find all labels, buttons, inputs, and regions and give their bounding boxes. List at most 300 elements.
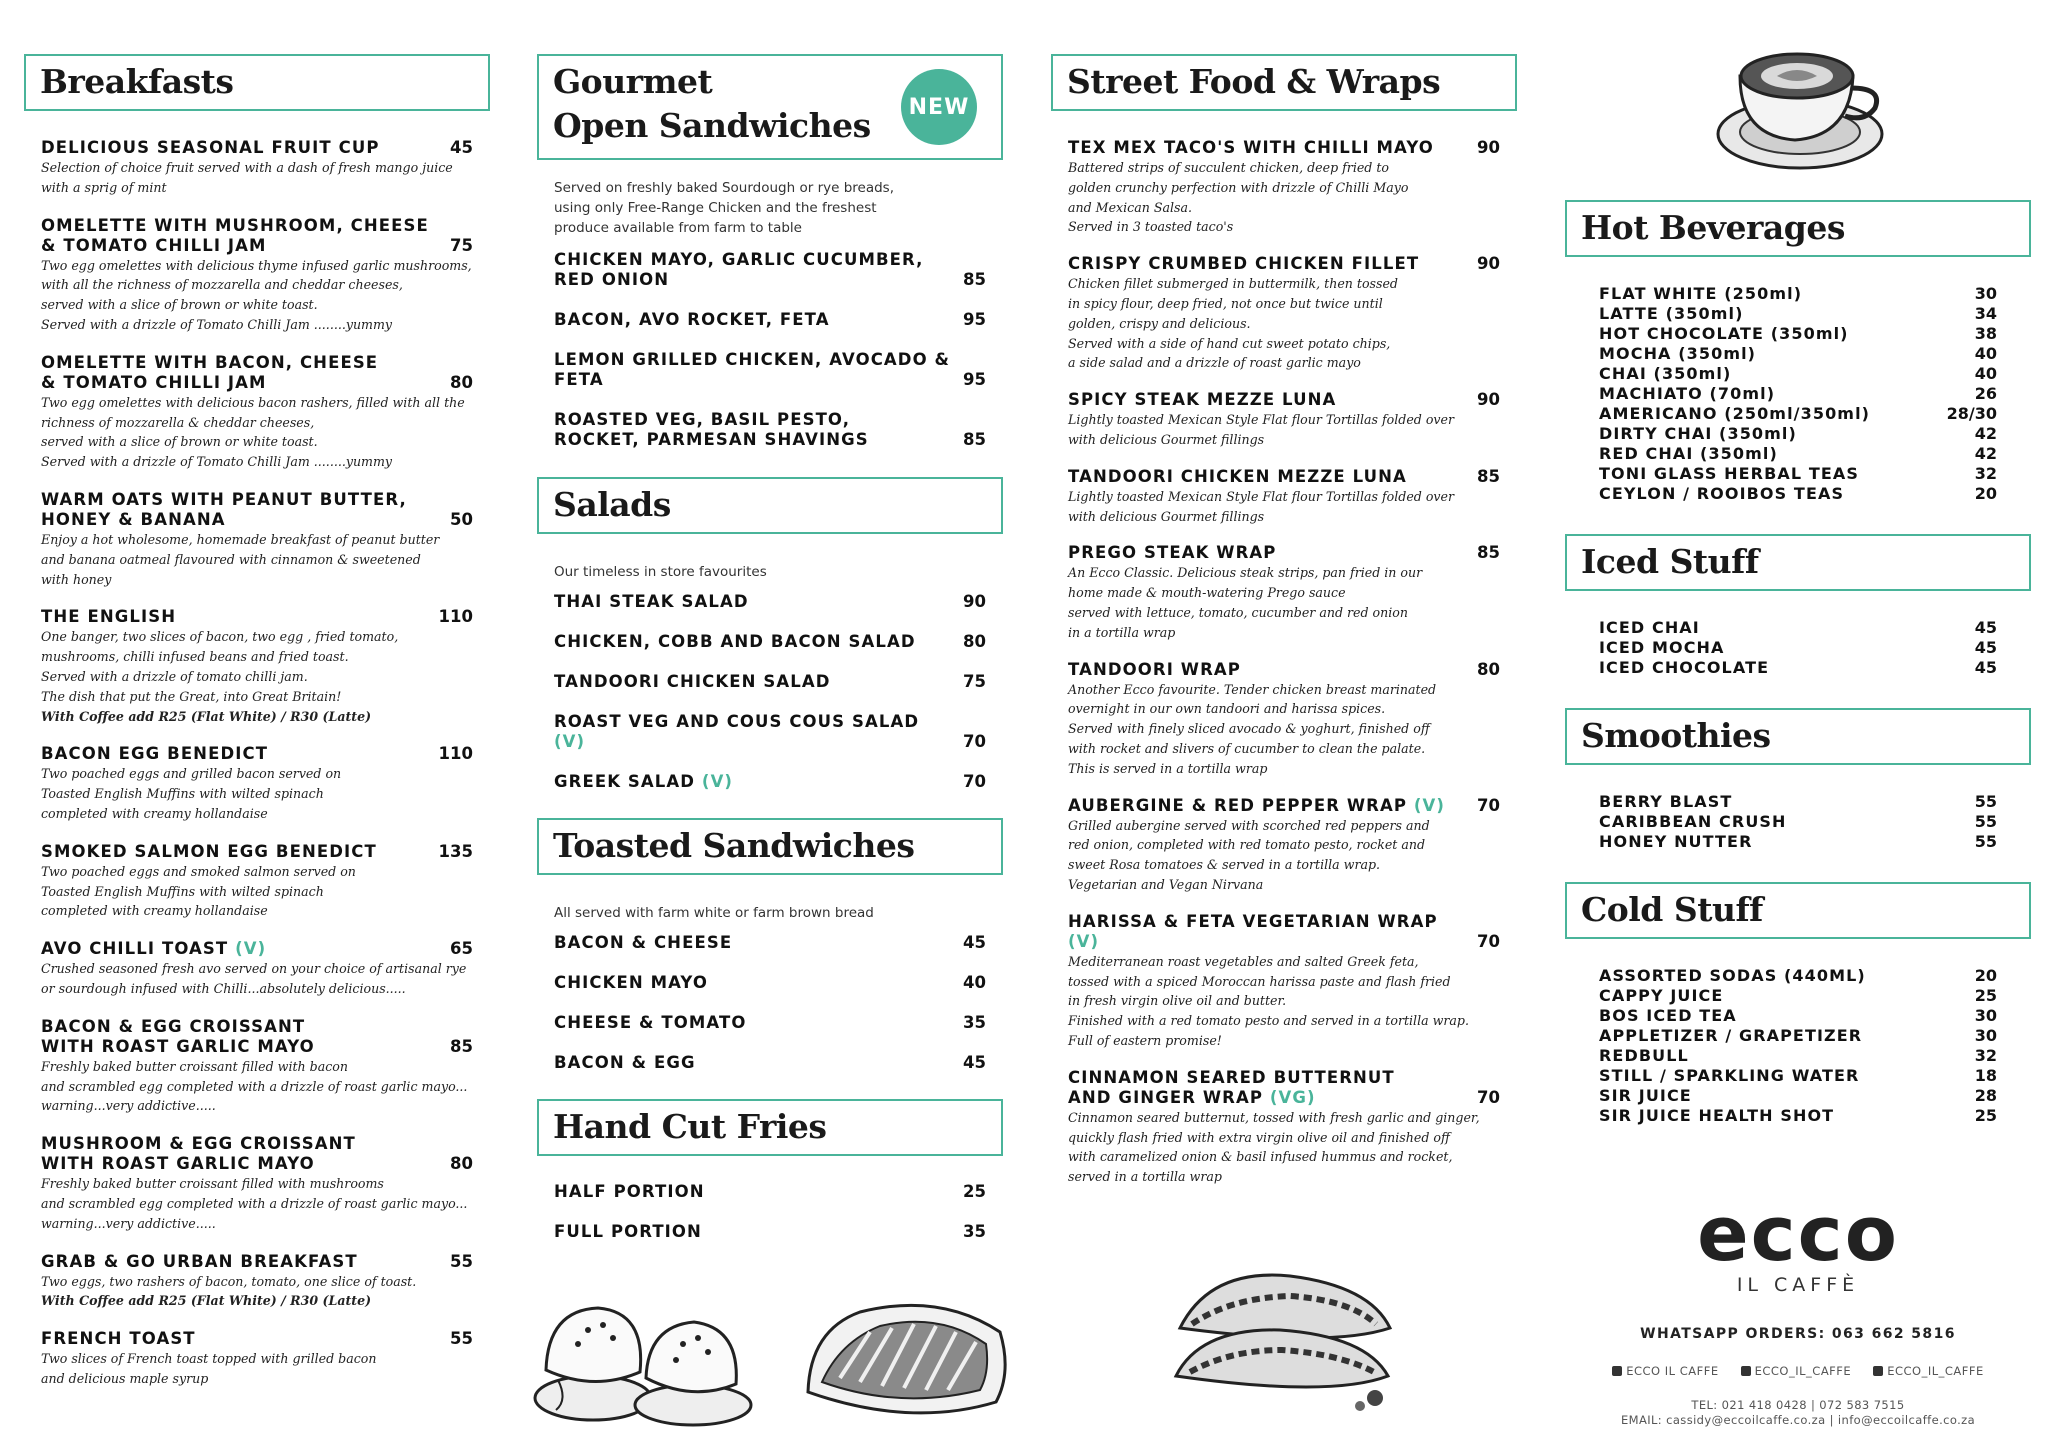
- gourmet-item[interactable]: [537, 410, 1003, 450]
- hot-beverage-item-price: 34: [1974, 304, 1997, 323]
- hot-beverage-item-name: HOT CHOCOLATE (350ml): [1599, 324, 1849, 343]
- breakfast-item-price: 55: [450, 1329, 473, 1349]
- social-links: [1565, 1364, 2031, 1378]
- cold-drink-item-row: [1599, 1006, 1997, 1026]
- cold-drink-item-name: REDBULL: [1599, 1046, 1689, 1065]
- gourmet-item-price: 85: [963, 430, 986, 449]
- toasted-header: [537, 818, 1003, 875]
- hot-beverage-item[interactable]: [1582, 424, 2014, 444]
- hot-beverage-item-row: [1599, 384, 1997, 404]
- street-item-price: 90: [1477, 138, 1500, 157]
- breakfasts-title: Breakfasts: [40, 62, 234, 101]
- vegetarian-tag: (V): [235, 939, 267, 959]
- breakfast-item-row: [41, 607, 473, 627]
- street-item-row: [1068, 254, 1500, 274]
- breakfast-item-description: Two poached eggs and smoked salmon served on Toasted English Muffins with wilted spinach completed with creamy hollandaise: [41, 863, 356, 919]
- hot-header: [1565, 200, 2031, 257]
- breakfast-item-description: Two egg omelettes with delicious thyme infused garlic mushrooms, with all the richness of mozzarella and cheddar cheeses, served with a slice of brown or white toast. Served with a drizzle of Tomato Chilli Jam ........yummy: [41, 257, 472, 332]
- toasted-item-price: 35: [963, 1013, 986, 1032]
- smoothies-header: [1565, 708, 2031, 765]
- hot-list: [1565, 284, 2031, 504]
- cold-drink-item-row: [1599, 1026, 1997, 1046]
- breakfast-item[interactable]: [24, 138, 490, 198]
- cold-drink-item-row: [1599, 1046, 1997, 1066]
- breakfast-item-description: One banger, two slices of bacon, two egg , fried tomato, mushrooms, chilli infused beans and fried toast. Served with a drizzle of tomato chilli jam. The dish that put the Great, into Great Britain!: [41, 629, 399, 704]
- gourmet-item-row: [554, 350, 986, 390]
- salad-item[interactable]: [537, 632, 1003, 652]
- breakfast-item-name: OMELETTE WITH BACON, CHEESE & TOMATO CHILLI JAM: [41, 352, 379, 392]
- eggs-benedict-illustration: [528, 1280, 758, 1430]
- iced-item-name: ICED CHAI: [1599, 618, 1700, 637]
- hot-beverage-item-price: 28/30: [1946, 404, 1997, 423]
- street-item[interactable]: [1051, 912, 1517, 1051]
- street-title: Street Food & Wraps: [1067, 62, 1441, 101]
- salad-item[interactable]: [537, 772, 1003, 792]
- toasted-item-name: CHICKEN MAYO: [554, 973, 708, 992]
- hot-beverage-item[interactable]: [1582, 484, 2014, 504]
- beverages-column: [1565, 200, 2031, 1126]
- breakfast-item-description: Two poached eggs and grilled bacon served on Toasted English Muffins with wilted spinach completed with creamy hollandaise: [41, 766, 342, 821]
- hot-beverage-item-row: [1599, 284, 1997, 304]
- toasted-item-row: [554, 973, 986, 993]
- street-item[interactable]: [1051, 543, 1517, 642]
- cold-drink-item-price: 20: [1974, 966, 1997, 985]
- fries-item-price: 25: [963, 1182, 986, 1201]
- breakfast-item-note: With Coffee add R25 (Flat White) / R30 (Latte): [41, 708, 372, 724]
- street-item-name: CRISPY CRUMBED CHICKEN FILLET: [1068, 254, 1420, 274]
- breakfast-item[interactable]: [24, 1329, 490, 1389]
- gourmet-header: [537, 54, 1003, 160]
- toasted-item-name: BACON & CHEESE: [554, 933, 733, 952]
- salad-item[interactable]: [537, 672, 1003, 692]
- breakfast-item-row: [41, 1017, 473, 1057]
- gourmet-item-name: LEMON GRILLED CHICKEN, AVOCADO & FETA: [554, 350, 951, 389]
- hot-beverage-item-name: FLAT WHITE (250ml): [1599, 284, 1803, 303]
- gourmet-item-name: BACON, AVO ROCKET, FETA: [554, 310, 830, 329]
- toasted-item-name: CHEESE & TOMATO: [554, 1013, 747, 1032]
- toasted-item[interactable]: [537, 973, 1003, 993]
- salad-item-name: ROAST VEG AND COUS COUS SALAD (V): [554, 712, 920, 751]
- breakfast-item-price: 50: [450, 509, 473, 529]
- breakfast-item-price: 75: [450, 235, 473, 255]
- breakfast-item[interactable]: [24, 1017, 490, 1116]
- cold-drink-item-price: 30: [1974, 1006, 1997, 1025]
- smoothie-item-price: 55: [1974, 832, 1997, 851]
- street-item-row: [1068, 912, 1500, 952]
- toasted-item-name: BACON & EGG: [554, 1053, 696, 1072]
- street-item-row: [1068, 1068, 1500, 1108]
- avo-toast-illustration: [800, 1282, 1015, 1432]
- salads-intro: Our timeless in store favourites: [554, 564, 767, 580]
- toasted-item-row: [554, 1013, 986, 1033]
- toasted-item-price: 45: [963, 933, 986, 952]
- gourmet-item-row: [554, 410, 986, 450]
- salads-header: [537, 477, 1003, 534]
- smoothie-item-price: 55: [1974, 812, 1997, 831]
- street-item-name: TEX MEX TACO'S WITH CHILLI MAYO: [1068, 138, 1434, 157]
- breakfasts-list: [24, 138, 490, 1389]
- gourmet-title-line1: Gourmet: [553, 62, 713, 101]
- breakfast-item-name: AVO CHILLI TOAST (V): [41, 939, 267, 959]
- street-item-name: TANDOORI CHICKEN MEZZE LUNA: [1068, 466, 1407, 486]
- gourmet-item-price: 95: [963, 310, 986, 329]
- gourmet-item-name: ROASTED VEG, BASIL PESTO, ROCKET, PARMESAN SHAVINGS: [554, 410, 869, 449]
- salad-item-price: 80: [963, 632, 986, 651]
- street-item[interactable]: [1051, 1068, 1517, 1187]
- breakfast-item-name: BACON EGG BENEDICT: [41, 744, 269, 764]
- gourmet-item-price: 95: [963, 370, 986, 389]
- hot-beverage-item[interactable]: [1582, 444, 2014, 464]
- breakfast-item[interactable]: [24, 607, 490, 726]
- breakfast-item-row: [41, 842, 473, 862]
- toasted-title: Toasted Sandwiches: [553, 826, 915, 865]
- hot-beverage-item[interactable]: [1582, 384, 2014, 404]
- breakfast-item-row: [41, 138, 473, 158]
- breakfast-item-name: FRENCH TOAST: [41, 1329, 196, 1349]
- iced-item[interactable]: [1582, 658, 2014, 678]
- logo-subtitle: IL CAFFÈ: [1736, 1274, 1860, 1296]
- breakfast-item-row: [41, 216, 473, 256]
- hot-beverage-item[interactable]: [1582, 464, 2014, 484]
- street-item-price: 85: [1477, 543, 1500, 563]
- iced-title: Iced Stuff: [1581, 542, 1759, 581]
- smoothie-item[interactable]: [1582, 832, 2014, 852]
- cold-drink-item[interactable]: [1582, 966, 2014, 986]
- iced-item-row: [1599, 658, 1997, 678]
- cold-drink-item[interactable]: [1582, 1106, 2014, 1126]
- fries-item[interactable]: [537, 1222, 1003, 1242]
- gourmet-item-row: [554, 250, 986, 290]
- street-item-price: 80: [1477, 659, 1500, 679]
- salad-item-name: GREEK SALAD (V): [554, 772, 734, 791]
- breakfast-item-row: [41, 353, 473, 393]
- street-item-description: Grilled aubergine served with scorched red peppers and red onion, completed with red tomato pesto, rocket and sweet Rosa tomatoes & served in a tortilla wrap. Vegetarian and Vegan Nirvana: [1068, 817, 1430, 892]
- gourmet-title-line2: Open Sandwiches: [553, 106, 871, 145]
- cold-drink-item[interactable]: [1582, 1046, 2014, 1066]
- toasted-intro: All served with farm white or farm brown bread: [554, 905, 874, 921]
- street-item[interactable]: [1051, 254, 1517, 373]
- smoothie-item-name: HONEY NUTTER: [1599, 832, 1753, 851]
- smoothie-item[interactable]: [1582, 792, 2014, 812]
- hot-beverage-item-name: TONI GLASS HERBAL TEAS: [1599, 464, 1859, 483]
- street-item-description: Mediterranean roast vegetables and salted Greek feta, tossed with a spiced Moroccan harissa paste and flash fried in fresh virgin olive oil and butter. Finished with a red tomato pesto and served in a tortilla wrap. Full of eastern promise!: [1068, 953, 1469, 1048]
- facebook-icon: [1612, 1366, 1622, 1376]
- breakfast-item-description: Two slices of French toast topped with grilled bacon and delicious maple syrup: [41, 1351, 377, 1386]
- gourmet-item-row: [554, 310, 986, 330]
- breakfast-item-price: 80: [450, 1154, 473, 1174]
- hot-beverage-item-name: CEYLON / ROOIBOS TEAS: [1599, 484, 1845, 503]
- new-badge: NEW: [901, 69, 977, 145]
- tacos-illustration: [1170, 1258, 1405, 1418]
- salads-title: Salads: [553, 485, 671, 524]
- cold-header: [1565, 882, 2031, 939]
- breakfast-item-name: WARM OATS WITH PEANUT BUTTER, HONEY & BANANA: [41, 489, 407, 529]
- hot-beverage-item[interactable]: [1582, 324, 2014, 344]
- cold-drink-item-price: 18: [1974, 1066, 1997, 1085]
- breakfast-item-name: THE ENGLISH: [41, 607, 177, 627]
- breakfast-item-price: 55: [450, 1251, 473, 1271]
- fries-item-name: HALF PORTION: [554, 1182, 705, 1201]
- street-header: [1051, 54, 1517, 111]
- breakfast-item-price: 45: [450, 138, 473, 157]
- cold-drink-item-price: 30: [1974, 1026, 1997, 1045]
- breakfast-item[interactable]: [24, 216, 490, 335]
- hot-beverage-item[interactable]: [1582, 284, 2014, 304]
- ecco-logo: ecco: [1697, 1189, 1899, 1278]
- smoothie-item-row: [1599, 792, 1997, 812]
- iced-item-price: 45: [1974, 638, 1997, 657]
- iced-header: [1565, 534, 2031, 591]
- breakfast-item-name: GRAB & GO URBAN BREAKFAST: [41, 1251, 358, 1271]
- street-item[interactable]: [1051, 138, 1517, 237]
- street-item-name: HARISSA & FETA VEGETARIAN WRAP (V): [1068, 911, 1438, 951]
- breakfast-item[interactable]: [24, 490, 490, 589]
- breakfast-item-price: 110: [438, 607, 473, 627]
- smoothie-item-row: [1599, 812, 1997, 832]
- hot-beverage-item-price: 38: [1974, 324, 1997, 343]
- breakfast-item-description: Selection of choice fruit served with a dash of fresh mango juice with a sprig of mint: [41, 160, 453, 195]
- breakfast-item[interactable]: [24, 939, 490, 999]
- toasted-item-row: [554, 933, 986, 953]
- toasted-list: [537, 933, 1003, 1073]
- street-item[interactable]: [1051, 390, 1517, 450]
- smoothies-list: [1565, 792, 2031, 852]
- smoothie-item[interactable]: [1582, 812, 2014, 832]
- breakfast-item-name: MUSHROOM & EGG CROISSANT WITH ROAST GARLIC MAYO: [41, 1134, 356, 1174]
- hot-beverage-item-price: 42: [1974, 444, 1997, 463]
- hot-beverage-item-name: MACHIATO (70ml): [1599, 384, 1776, 403]
- hot-beverage-item-row: [1599, 364, 1997, 384]
- hot-beverage-item-price: 26: [1974, 384, 1997, 403]
- cold-drink-item-name: SIR JUICE: [1599, 1086, 1692, 1105]
- twitter-link[interactable]: ECCO_IL_CAFFE: [1741, 1364, 1852, 1378]
- cold-drink-item-row: [1599, 1106, 1997, 1126]
- gourmet-item[interactable]: [537, 310, 1003, 330]
- street-item-price: 90: [1477, 254, 1500, 274]
- street-item-name: PREGO STEAK WRAP: [1068, 543, 1277, 563]
- vegetarian-tag: (VG): [1269, 1087, 1316, 1107]
- salad-item-name: CHICKEN, COBB AND BACON SALAD: [554, 632, 916, 651]
- hot-beverage-item-name: AMERICANO (250ml/350ml): [1599, 404, 1871, 423]
- smoothie-item-price: 55: [1974, 792, 1997, 811]
- toasted-item[interactable]: [537, 1053, 1003, 1073]
- breakfast-item-name: DELICIOUS SEASONAL FRUIT CUP: [41, 138, 380, 157]
- smoothies-title: Smoothies: [1581, 716, 1771, 755]
- street-item-price: 70: [1477, 1087, 1500, 1107]
- cold-drink-item-price: 25: [1974, 986, 1997, 1005]
- hot-beverage-item[interactable]: [1582, 404, 2014, 424]
- hot-title: Hot Beverages: [1581, 208, 1845, 247]
- fries-item-name: FULL PORTION: [554, 1222, 702, 1241]
- breakfast-item-note: With Coffee add R25 (Flat White) / R30 (Latte): [41, 1293, 372, 1309]
- cold-drink-item-name: STILL / SPARKLING WATER: [1599, 1066, 1860, 1085]
- street-item-name: SPICY STEAK MEZZE LUNA: [1068, 390, 1337, 410]
- gourmet-item-name: CHICKEN MAYO, GARLIC CUCUMBER, RED ONION: [554, 250, 924, 289]
- street-item-description: Another Ecco favourite. Tender chicken breast marinated overnight in our own tandoori and harissa spices. Served with finely sliced avocado & yoghurt, finished off with rocket and slivers of cucumber to clean the palate. This is served in a tortilla wrap: [1068, 681, 1437, 776]
- gourmet-item-price: 85: [963, 270, 986, 289]
- salad-item-name: THAI STEAK SALAD: [554, 592, 749, 611]
- street-item-description: An Ecco Classic. Delicious steak strips, pan fried in our home made & mouth-watering Prego sauce served with lettuce, tomato, cucumber and red onion in a tortilla wrap: [1068, 565, 1423, 640]
- toasted-item-price: 45: [963, 1053, 986, 1072]
- street-item-description: Battered strips of succulent chicken, deep fried to golden crunchy perfection with drizzle of Chilli Mayo and Mexican Salsa. Served in 3 toasted taco's: [1068, 160, 1409, 235]
- hot-beverage-item-price: 32: [1974, 464, 1997, 483]
- cold-drink-item-price: 25: [1974, 1106, 1997, 1125]
- instagram-icon: [1873, 1366, 1883, 1376]
- iced-item[interactable]: [1582, 618, 2014, 638]
- breakfast-item[interactable]: [24, 842, 490, 921]
- cold-drink-item[interactable]: [1582, 1066, 2014, 1086]
- street-item-description: Lightly toasted Mexican Style Flat flour Tortillas folded over with delicious Gourmet fillings: [1068, 412, 1455, 447]
- hot-beverage-item-row: [1599, 424, 1997, 444]
- toasted-item-row: [554, 1053, 986, 1073]
- street-item-row: [1068, 660, 1500, 680]
- breakfast-item-description: Two egg omelettes with delicious bacon rashers, filled with all the richness of mozzarella & cheddar cheeses, served with a slice of brown or white toast. Served with a drizzle of Tomato Chilli Jam ........yummy: [41, 394, 465, 470]
- hot-beverage-item-price: 20: [1974, 484, 1997, 503]
- cold-drink-item[interactable]: [1582, 986, 2014, 1006]
- hot-beverage-item-price: 30: [1974, 284, 1997, 303]
- street-item-name: CINNAMON SEARED BUTTERNUT AND GINGER WRAP (VG): [1068, 1067, 1395, 1107]
- vegetarian-tag: (V): [554, 732, 586, 751]
- iced-item[interactable]: [1582, 638, 2014, 658]
- instagram-link[interactable]: ECCO_IL_CAFFE: [1873, 1364, 1984, 1378]
- street-item-price: 70: [1477, 795, 1500, 815]
- hot-beverage-item[interactable]: [1582, 364, 2014, 384]
- cold-drink-item-name: ASSORTED SODAS (440ML): [1599, 966, 1866, 985]
- iced-list: [1565, 618, 2031, 678]
- hot-beverage-item-row: [1599, 304, 1997, 324]
- iced-item-row: [1599, 618, 1997, 638]
- breakfast-item-name: SMOKED SALMON EGG BENEDICT: [41, 841, 377, 861]
- iced-item-name: ICED MOCHA: [1599, 638, 1725, 657]
- hot-beverage-item-price: 40: [1974, 344, 1997, 363]
- salad-item[interactable]: [537, 592, 1003, 612]
- street-item-description: Lightly toasted Mexican Style Flat flour Tortillas folded over with delicious Gourmet fillings: [1068, 488, 1455, 524]
- breakfast-item-name: OMELETTE WITH MUSHROOM, CHEESE & TOMATO CHILLI JAM: [41, 215, 429, 255]
- salad-item-row: [554, 632, 986, 652]
- breakfasts-section: [24, 54, 490, 1389]
- salad-item-row: [554, 592, 986, 612]
- gourmet-intro: Served on freshly baked Sourdough or rye breads, using only Free-Range Chicken and the freshest produce available from farm to table: [554, 180, 894, 236]
- gourmet-item[interactable]: [537, 250, 1003, 290]
- salad-item[interactable]: [537, 712, 1003, 752]
- vegetarian-tag: (V): [701, 772, 734, 791]
- cold-drink-item-row: [1599, 986, 1997, 1006]
- breakfast-item-price: 85: [450, 1036, 473, 1056]
- breakfast-item[interactable]: [24, 1134, 490, 1233]
- breakfast-item-description: Enjoy a hot wholesome, homemade breakfast of peanut butter and banana oatmeal flavoured with cinnamon & sweetened with honey: [41, 531, 440, 587]
- breakfast-item-description: Freshly baked butter croissant filled with bacon and scrambled egg completed with a drizzle of roast garlic mayo... warning...very addictive.....: [41, 1058, 468, 1114]
- toasted-item-price: 40: [963, 973, 986, 992]
- salad-item-row: [554, 672, 986, 692]
- iced-item-price: 45: [1974, 658, 1997, 677]
- middle-column: [537, 54, 1003, 1242]
- hot-beverage-item-name: DIRTY CHAI (350ml): [1599, 424, 1797, 443]
- hot-beverage-item-name: LATTE (350ml): [1599, 304, 1744, 323]
- street-item-description: Chicken fillet submerged in buttermilk, then tossed in spicy flour, deep fried, not once but twice until golden, crispy and delicious. Served with a side of hand cut sweet potato chips, a side salad and a drizzle of roast garlic mayo: [1068, 276, 1398, 371]
- breakfast-item[interactable]: [24, 1252, 490, 1312]
- fries-item[interactable]: [537, 1182, 1003, 1202]
- vegetarian-tag: (V): [1413, 795, 1446, 815]
- breakfast-item-name: BACON & EGG CROISSANT WITH ROAST GARLIC MAYO: [41, 1016, 315, 1056]
- street-item[interactable]: [1051, 796, 1517, 895]
- breakfast-item-description: Freshly baked butter croissant filled with mushrooms and scrambled egg completed with a drizzle of roast garlic mayo... warning...very addictive.....: [41, 1176, 468, 1231]
- hot-beverage-item-name: MOCHA (350ml): [1599, 344, 1757, 363]
- breakfast-item-row: [41, 939, 473, 959]
- gourmet-item[interactable]: [537, 350, 1003, 390]
- salad-item-price: 70: [963, 732, 986, 751]
- hot-beverage-item-row: [1599, 484, 1997, 504]
- hot-beverage-item-price: 40: [1974, 364, 1997, 383]
- hot-beverage-item[interactable]: [1582, 344, 2014, 364]
- cold-drink-item-name: SIR JUICE HEALTH SHOT: [1599, 1106, 1835, 1125]
- street-item-name: TANDOORI WRAP: [1068, 659, 1241, 679]
- iced-item-row: [1599, 638, 1997, 658]
- vegetarian-tag: (V): [1068, 931, 1100, 951]
- hot-beverage-item-row: [1599, 344, 1997, 364]
- breakfast-item-row: [41, 1329, 473, 1349]
- fries-header: [537, 1099, 1003, 1156]
- street-list: [1051, 138, 1517, 1187]
- breakfast-item-row: [41, 490, 473, 530]
- street-item-price: 90: [1477, 390, 1500, 410]
- whatsapp-orders: WHATSAPP ORDERS: 063 662 5816: [1640, 1326, 1956, 1342]
- salad-item-name: TANDOORI CHICKEN SALAD: [554, 672, 831, 691]
- salad-item-price: 75: [963, 672, 986, 691]
- cold-drink-item[interactable]: [1582, 1086, 2014, 1106]
- contact-email: EMAIL: cassidy@eccoilcaffe.co.za | info@eccoilcaffe.co.za: [1620, 1413, 1976, 1427]
- facebook-link[interactable]: ECCO IL CAFFE: [1612, 1364, 1718, 1378]
- smoothie-item-row: [1599, 832, 1997, 852]
- iced-item-name: ICED CHOCOLATE: [1599, 658, 1770, 677]
- salad-item-row: [554, 772, 986, 792]
- breakfast-item-price: 110: [438, 744, 473, 764]
- street-food-section: [1051, 54, 1517, 1187]
- breakfast-item[interactable]: [24, 744, 490, 823]
- hot-beverage-item-name: CHAI (350ml): [1599, 364, 1732, 383]
- street-item[interactable]: [1051, 467, 1517, 527]
- smoothie-item-name: CARIBBEAN CRUSH: [1599, 812, 1787, 831]
- street-item[interactable]: [1051, 660, 1517, 779]
- street-item-description: Cinnamon seared butternut, tossed with fresh garlic and ginger, quickly flash fried with extra virgin olive oil and finished off with caramelized onion & basil infused hummus and rocket, served in a tortilla wrap: [1068, 1109, 1480, 1185]
- coffee-cup-illustration: [1705, 36, 1895, 176]
- breakfast-item[interactable]: [24, 353, 490, 472]
- breakfast-item-row: [41, 1252, 473, 1272]
- breakfast-item-price: 65: [450, 939, 473, 959]
- breakfast-item-price: 80: [450, 372, 473, 392]
- gourmet-list: [537, 250, 1003, 450]
- hot-beverage-item-row: [1599, 324, 1997, 344]
- fries-title: Hand Cut Fries: [553, 1107, 827, 1146]
- fries-list: [537, 1182, 1003, 1242]
- cold-drink-item-row: [1599, 1066, 1997, 1086]
- hot-beverage-item-price: 42: [1974, 424, 1997, 443]
- toasted-item[interactable]: [537, 1013, 1003, 1033]
- cold-drink-item[interactable]: [1582, 1026, 2014, 1046]
- cold-drink-item-price: 32: [1974, 1046, 1997, 1065]
- street-item-row: [1068, 543, 1500, 563]
- breakfasts-header: [24, 54, 490, 111]
- hot-beverage-item[interactable]: [1582, 304, 2014, 324]
- toasted-item[interactable]: [537, 933, 1003, 953]
- salad-item-row: [554, 712, 986, 752]
- street-item-name: AUBERGINE & RED PEPPER WRAP (V): [1068, 795, 1446, 815]
- salad-item-price: 90: [963, 592, 986, 611]
- cold-drink-item-row: [1599, 966, 1997, 986]
- cold-drink-item[interactable]: [1582, 1006, 2014, 1026]
- breakfast-item-description: Two eggs, two rashers of bacon, tomato, one slice of toast.: [41, 1273, 417, 1289]
- cold-drink-item-name: APPLETIZER / GRAPETIZER: [1599, 1026, 1863, 1045]
- street-item-row: [1068, 390, 1500, 410]
